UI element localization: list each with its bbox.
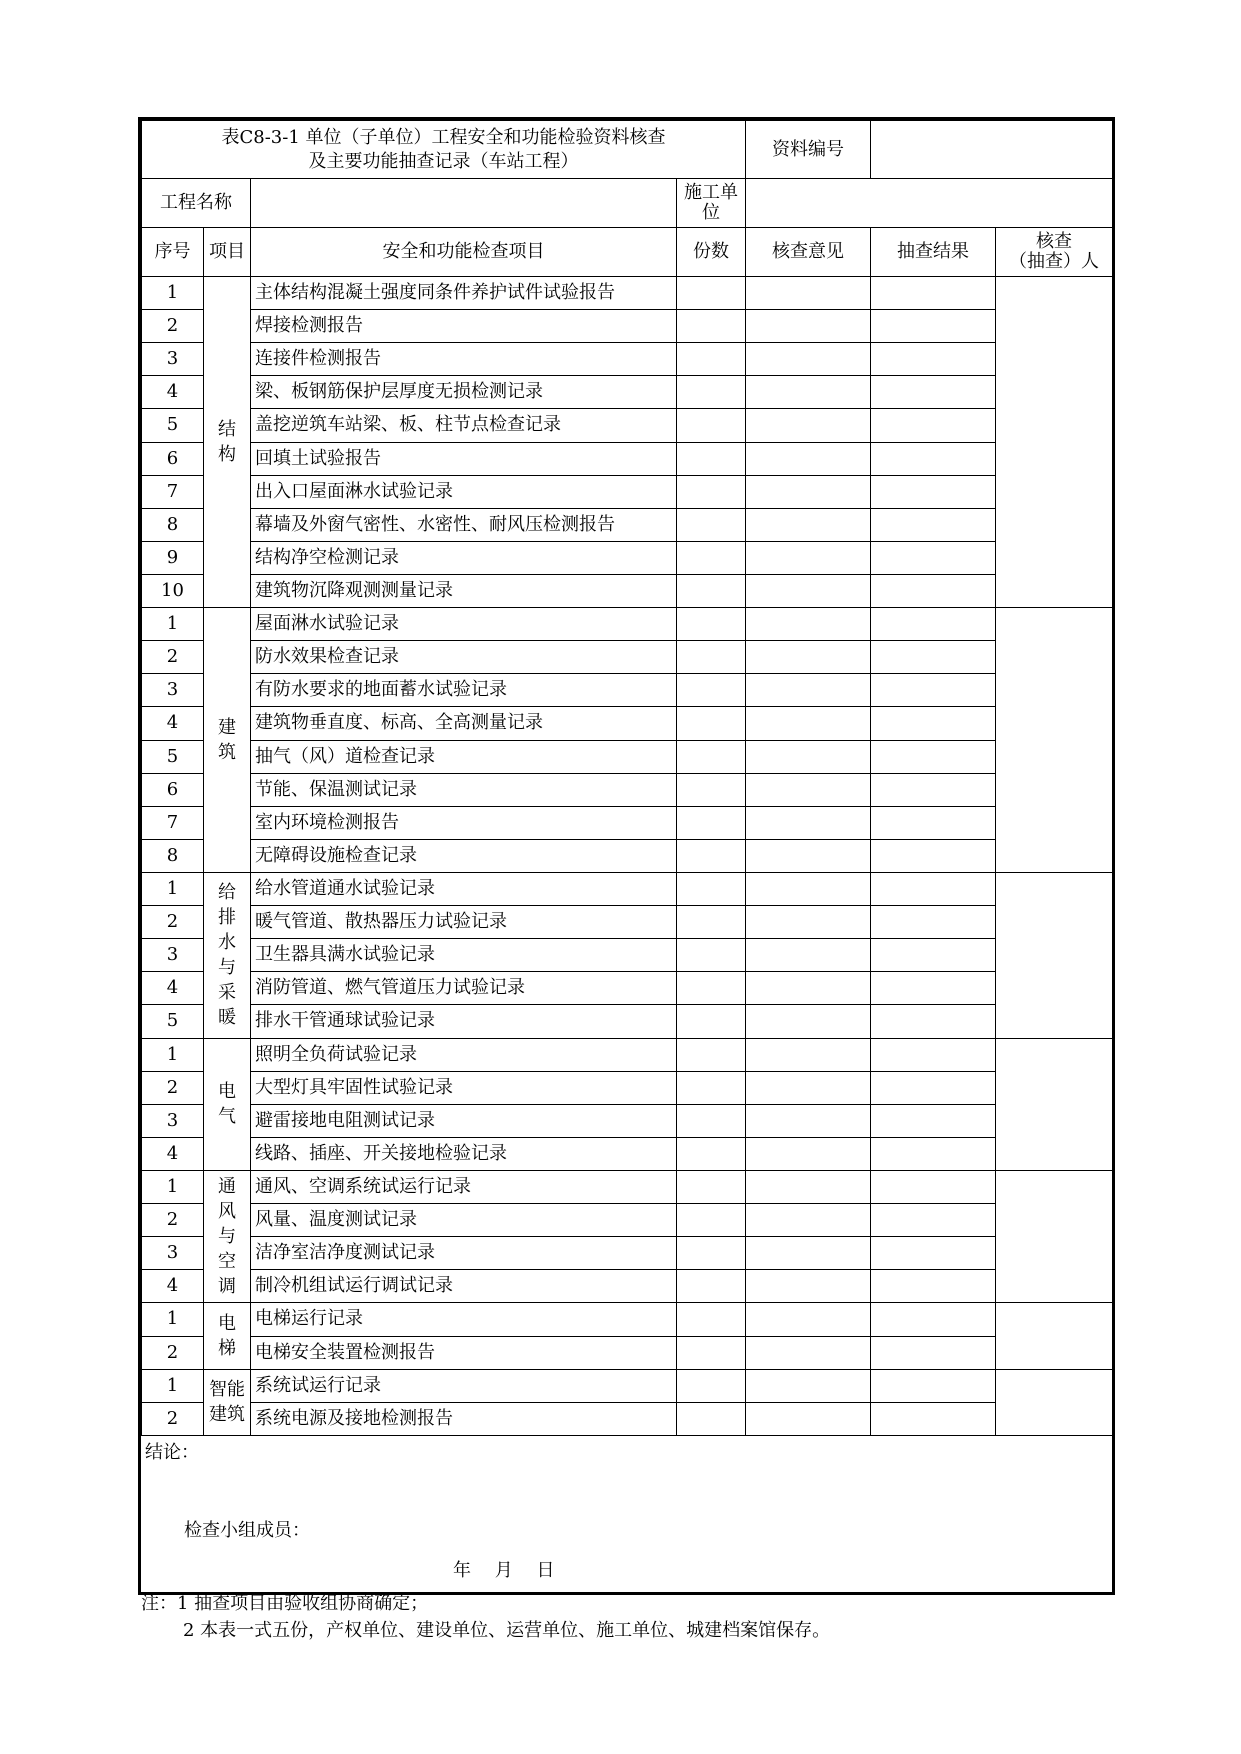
inspector-field[interactable] [996,1170,1113,1302]
table-row [142,277,1113,310]
result-field[interactable] [871,707,996,740]
row-number: 5 [142,1005,204,1038]
table-row [142,310,1113,343]
opinion-field[interactable] [746,343,871,376]
category-label: 暖 [218,1007,236,1029]
table-row [142,475,1113,508]
conclusion-label: 结论： [145,1442,199,1463]
copies-field[interactable] [677,376,746,409]
row-number: 2 [142,906,204,939]
col-person-header-line1: 核查 [1036,231,1073,252]
form-title [142,121,746,179]
result-field[interactable] [871,1237,996,1270]
copies-field[interactable] [677,1336,746,1369]
copies-field[interactable] [677,541,746,574]
opinion-field[interactable] [746,773,871,806]
check-item-name: 系统试运行记录 [251,1369,677,1402]
table-row [142,674,1113,707]
result-field[interactable] [871,475,996,508]
check-item-name: 建筑物垂直度、标高、全高测量记录 [251,707,677,740]
check-item-name: 盖挖逆筑车站梁、板、柱节点检查记录 [251,409,677,442]
col-result-header: 抽查结果 [871,228,996,277]
row-number: 9 [142,541,204,574]
category-label: 采 [218,982,236,1004]
copies-field[interactable] [677,310,746,343]
check-item-name: 主体结构混凝土强度同条件养护试件试验报告 [251,277,677,310]
check-item-name: 有防水要求的地面蓄水试验记录 [251,674,677,707]
category-cell [204,1369,251,1435]
category-label: 调 [218,1276,236,1298]
copies-field[interactable] [677,740,746,773]
row-number: 7 [142,806,204,839]
opinion-field[interactable] [746,409,871,442]
table-row [142,376,1113,409]
copies-field[interactable] [677,1303,746,1336]
opinion-field[interactable] [746,1369,871,1402]
opinion-field[interactable] [746,906,871,939]
opinion-field[interactable] [746,707,871,740]
opinion-field[interactable] [746,972,871,1005]
copies-field[interactable] [677,409,746,442]
row-number: 6 [142,773,204,806]
opinion-field[interactable] [746,674,871,707]
row-number: 1 [142,1170,204,1203]
table-row [142,806,1113,839]
result-field[interactable] [871,1005,996,1038]
category-label: 风 [218,1201,236,1223]
result-field[interactable] [871,1137,996,1170]
opinion-field[interactable] [746,442,871,475]
check-item-name: 抽气（风）道检查记录 [251,740,677,773]
check-item-name: 排水干管通球试验记录 [251,1005,677,1038]
table-row [142,1237,1113,1270]
table-row [142,839,1113,872]
result-field[interactable] [871,806,996,839]
copies-field[interactable] [677,1237,746,1270]
row-number: 2 [142,1071,204,1104]
opinion-field[interactable] [746,1170,871,1203]
row-number: 3 [142,674,204,707]
table-row [142,574,1113,607]
row-number: 2 [142,641,204,674]
check-item-name: 结构净空检测记录 [251,541,677,574]
category-label: 与 [218,957,236,979]
check-item-name: 幕墙及外窗气密性、水密性、耐风压检测报告 [251,508,677,541]
check-item-name: 通风、空调系统试运行记录 [251,1170,677,1203]
copies-field[interactable] [677,906,746,939]
table-row [142,939,1113,972]
category-label: 建筑 [209,1404,245,1426]
check-item-name: 大型灯具牢固性试验记录 [251,1071,677,1104]
conclusion-section [141,1432,1112,1595]
opinion-field[interactable] [746,277,871,310]
category-label: 电 [218,1313,236,1334]
row-number: 3 [142,1237,204,1270]
date-label: 年 月 日 [453,1560,555,1581]
row-number: 3 [142,343,204,376]
row-number: 1 [142,277,204,310]
table-row [142,1270,1113,1303]
row-number: 1 [142,1369,204,1402]
row-number: 1 [142,1303,204,1336]
form-title-line2: 及主要功能抽查记录（车站工程） [308,150,579,172]
inspector-field[interactable] [996,1038,1113,1170]
table-row [142,1303,1113,1336]
table-row [142,773,1113,806]
category-label: 梯 [218,1338,236,1359]
table-row [142,409,1113,442]
opinion-field[interactable] [746,1005,871,1038]
opinion-field[interactable] [746,376,871,409]
category-label: 水 [218,932,236,954]
copies-field[interactable] [677,1402,746,1435]
row-number: 6 [142,442,204,475]
inspector-field[interactable] [996,1369,1113,1435]
check-item-name: 电梯安全装置检测报告 [251,1336,677,1369]
opinion-field[interactable] [746,1204,871,1237]
check-table [141,120,1113,1436]
result-field[interactable] [871,1270,996,1303]
row-number: 5 [142,740,204,773]
table-row [142,1137,1113,1170]
table-row [142,972,1113,1005]
result-field[interactable] [871,376,996,409]
row-number: 8 [142,839,204,872]
copies-field[interactable] [677,442,746,475]
opinion-field[interactable] [746,1137,871,1170]
category-cell [204,872,251,1038]
table-row [142,1005,1113,1038]
result-field[interactable] [871,608,996,641]
copies-field[interactable] [677,972,746,1005]
result-field[interactable] [871,541,996,574]
table-row [142,906,1113,939]
row-number: 3 [142,1104,204,1137]
check-item-name: 制冷机组试运行调试记录 [251,1270,677,1303]
copies-field[interactable] [677,1071,746,1104]
opinion-field[interactable] [746,574,871,607]
opinion-field[interactable] [746,1237,871,1270]
result-field[interactable] [871,1038,996,1071]
check-item-name: 照明全负荷试验记录 [251,1038,677,1071]
result-field[interactable] [871,1170,996,1203]
row-number: 2 [142,1204,204,1237]
table-row [142,608,1113,641]
row-number: 8 [142,508,204,541]
category-cell [204,277,251,608]
category-label: 构 [218,444,236,466]
result-field[interactable] [871,343,996,376]
opinion-field[interactable] [746,1402,871,1435]
category-cell [204,1038,251,1170]
check-item-name: 风量、温度测试记录 [251,1204,677,1237]
copies-field[interactable] [677,1038,746,1071]
col-check-item-header: 安全和功能检查项目 [251,228,677,277]
copies-field[interactable] [677,1005,746,1038]
category-label: 通 [218,1176,236,1198]
row-number: 4 [142,1137,204,1170]
opinion-field[interactable] [746,608,871,641]
copies-field[interactable] [677,508,746,541]
result-field[interactable] [871,574,996,607]
contractor-field[interactable] [746,179,1113,228]
col-copies-header: 份数 [677,228,746,277]
copies-field[interactable] [677,574,746,607]
category-label: 筑 [218,742,236,764]
check-item-name: 出入口屋面淋水试验记录 [251,475,677,508]
col-opinion-header: 核查意见 [746,228,871,277]
table-row [142,641,1113,674]
opinion-field[interactable] [746,740,871,773]
table-row [142,442,1113,475]
result-field[interactable] [871,310,996,343]
row-number: 5 [142,409,204,442]
result-field[interactable] [871,674,996,707]
result-field[interactable] [871,1071,996,1104]
check-item-name: 连接件检测报告 [251,343,677,376]
table-row [142,1336,1113,1369]
copies-field[interactable] [677,1104,746,1137]
table-row [142,343,1113,376]
doc-no-label: 资料编号 [746,121,871,179]
copies-field[interactable] [677,1270,746,1303]
result-field[interactable] [871,1204,996,1237]
opinion-field[interactable] [746,939,871,972]
copies-field[interactable] [677,806,746,839]
check-item-name: 室内环境检测报告 [251,806,677,839]
category-label: 气 [218,1106,236,1128]
copies-field[interactable] [677,608,746,641]
row-number: 2 [142,310,204,343]
col-item-header: 项目 [204,228,251,277]
note-line-2: 2 本表一式五份，产权单位、建设单位、运营单位、施工单位、城建档案馆保存。 [183,1620,831,1641]
row-number: 4 [142,376,204,409]
check-item-name: 给水管道通水试验记录 [251,872,677,905]
inspector-field[interactable] [996,608,1113,873]
result-field[interactable] [871,773,996,806]
col-seq-header: 序号 [142,228,204,277]
category-cell [204,608,251,873]
category-label: 与 [218,1226,236,1248]
category-cell [204,1303,251,1369]
table-row [142,1170,1113,1203]
check-item-name: 暖气管道、散热器压力试验记录 [251,906,677,939]
copies-field[interactable] [677,707,746,740]
check-item-name: 防水效果检查记录 [251,641,677,674]
check-item-name: 无障碍设施检查记录 [251,839,677,872]
result-field[interactable] [871,1303,996,1336]
row-number: 2 [142,1402,204,1435]
table-row [142,508,1113,541]
row-number: 10 [142,574,204,607]
col-person-header-line2: （抽查）人 [1009,251,1100,272]
table-row [142,1369,1113,1402]
result-field[interactable] [871,1402,996,1435]
project-name-field[interactable] [251,179,677,228]
check-item-name: 避雷接地电阻测试记录 [251,1104,677,1137]
result-field[interactable] [871,839,996,872]
check-item-name: 建筑物沉降观测测量记录 [251,574,677,607]
contractor-label: 施工单位 [677,179,746,228]
opinion-field[interactable] [746,1038,871,1071]
category-label: 智能 [209,1379,245,1401]
copies-field[interactable] [677,1137,746,1170]
result-field[interactable] [871,872,996,905]
opinion-field[interactable] [746,508,871,541]
check-item-name: 系统电源及接地检测报告 [251,1402,677,1435]
opinion-field[interactable] [746,310,871,343]
result-field[interactable] [871,1104,996,1137]
check-item-name: 节能、保温测试记录 [251,773,677,806]
table-row [142,1071,1113,1104]
opinion-field[interactable] [746,1270,871,1303]
copies-field[interactable] [677,674,746,707]
result-field[interactable] [871,972,996,1005]
inspection-members-label: 检查小组成员： [184,1520,310,1541]
doc-no-field[interactable] [871,121,1113,179]
row-number: 2 [142,1336,204,1369]
category-label: 结 [218,419,236,441]
opinion-field[interactable] [746,806,871,839]
opinion-field[interactable] [746,641,871,674]
opinion-field[interactable] [746,475,871,508]
opinion-field[interactable] [746,1303,871,1336]
record-form [138,117,1115,1595]
category-cell [204,1170,251,1302]
copies-field[interactable] [677,1204,746,1237]
opinion-field[interactable] [746,1336,871,1369]
check-item-name: 梁、板钢筋保护层厚度无损检测记录 [251,376,677,409]
opinion-field[interactable] [746,541,871,574]
check-item-name: 焊接检测报告 [251,310,677,343]
result-field[interactable] [871,939,996,972]
copies-field[interactable] [677,343,746,376]
check-item-name: 线路、插座、开关接地检验记录 [251,1137,677,1170]
table-row [142,1204,1113,1237]
check-item-name: 回填土试验报告 [251,442,677,475]
check-item-name: 洁净室洁净度测试记录 [251,1237,677,1270]
check-item-name: 屋面淋水试验记录 [251,608,677,641]
inspector-field[interactable] [996,277,1113,608]
copies-field[interactable] [677,641,746,674]
copies-field[interactable] [677,277,746,310]
row-number: 1 [142,872,204,905]
col-person-header [996,228,1113,277]
check-item-name: 卫生器具满水试验记录 [251,939,677,972]
row-number: 1 [142,608,204,641]
check-item-name: 电梯运行记录 [251,1303,677,1336]
row-number: 4 [142,707,204,740]
result-field[interactable] [871,641,996,674]
table-row [142,541,1113,574]
result-field[interactable] [871,1336,996,1369]
result-field[interactable] [871,906,996,939]
copies-field[interactable] [677,475,746,508]
copies-field[interactable] [677,1369,746,1402]
table-row [142,1038,1113,1071]
opinion-field[interactable] [746,1071,871,1104]
copies-field[interactable] [677,773,746,806]
copies-field[interactable] [677,839,746,872]
row-number: 7 [142,475,204,508]
opinion-field[interactable] [746,872,871,905]
inspector-field[interactable] [996,872,1113,1038]
table-row [142,707,1113,740]
row-number: 4 [142,972,204,1005]
project-name-label: 工程名称 [142,179,251,228]
result-field[interactable] [871,1369,996,1402]
category-label: 电 [218,1081,236,1103]
row-number: 1 [142,1038,204,1071]
copies-field[interactable] [677,939,746,972]
copies-field[interactable] [677,872,746,905]
result-field[interactable] [871,508,996,541]
result-field[interactable] [871,442,996,475]
category-label: 排 [218,907,236,929]
check-item-name: 消防管道、燃气管道压力试验记录 [251,972,677,1005]
result-field[interactable] [871,277,996,310]
form-title-line1: 表C8-3-1 单位（子单位）工程安全和功能检验资料核查 [221,126,666,148]
opinion-field[interactable] [746,839,871,872]
note-line-1: 注：1 抽查项目由验收组协商确定； [141,1593,429,1614]
table-row [142,872,1113,905]
row-number: 3 [142,939,204,972]
table-row [142,1402,1113,1435]
result-field[interactable] [871,409,996,442]
inspector-field[interactable] [996,1303,1113,1369]
table-row [142,740,1113,773]
table-row [142,1104,1113,1137]
result-field[interactable] [871,740,996,773]
opinion-field[interactable] [746,1104,871,1137]
category-label: 建 [218,717,236,739]
copies-field[interactable] [677,1170,746,1203]
category-label: 给 [218,882,236,904]
row-number: 4 [142,1270,204,1303]
category-label: 空 [218,1251,236,1273]
